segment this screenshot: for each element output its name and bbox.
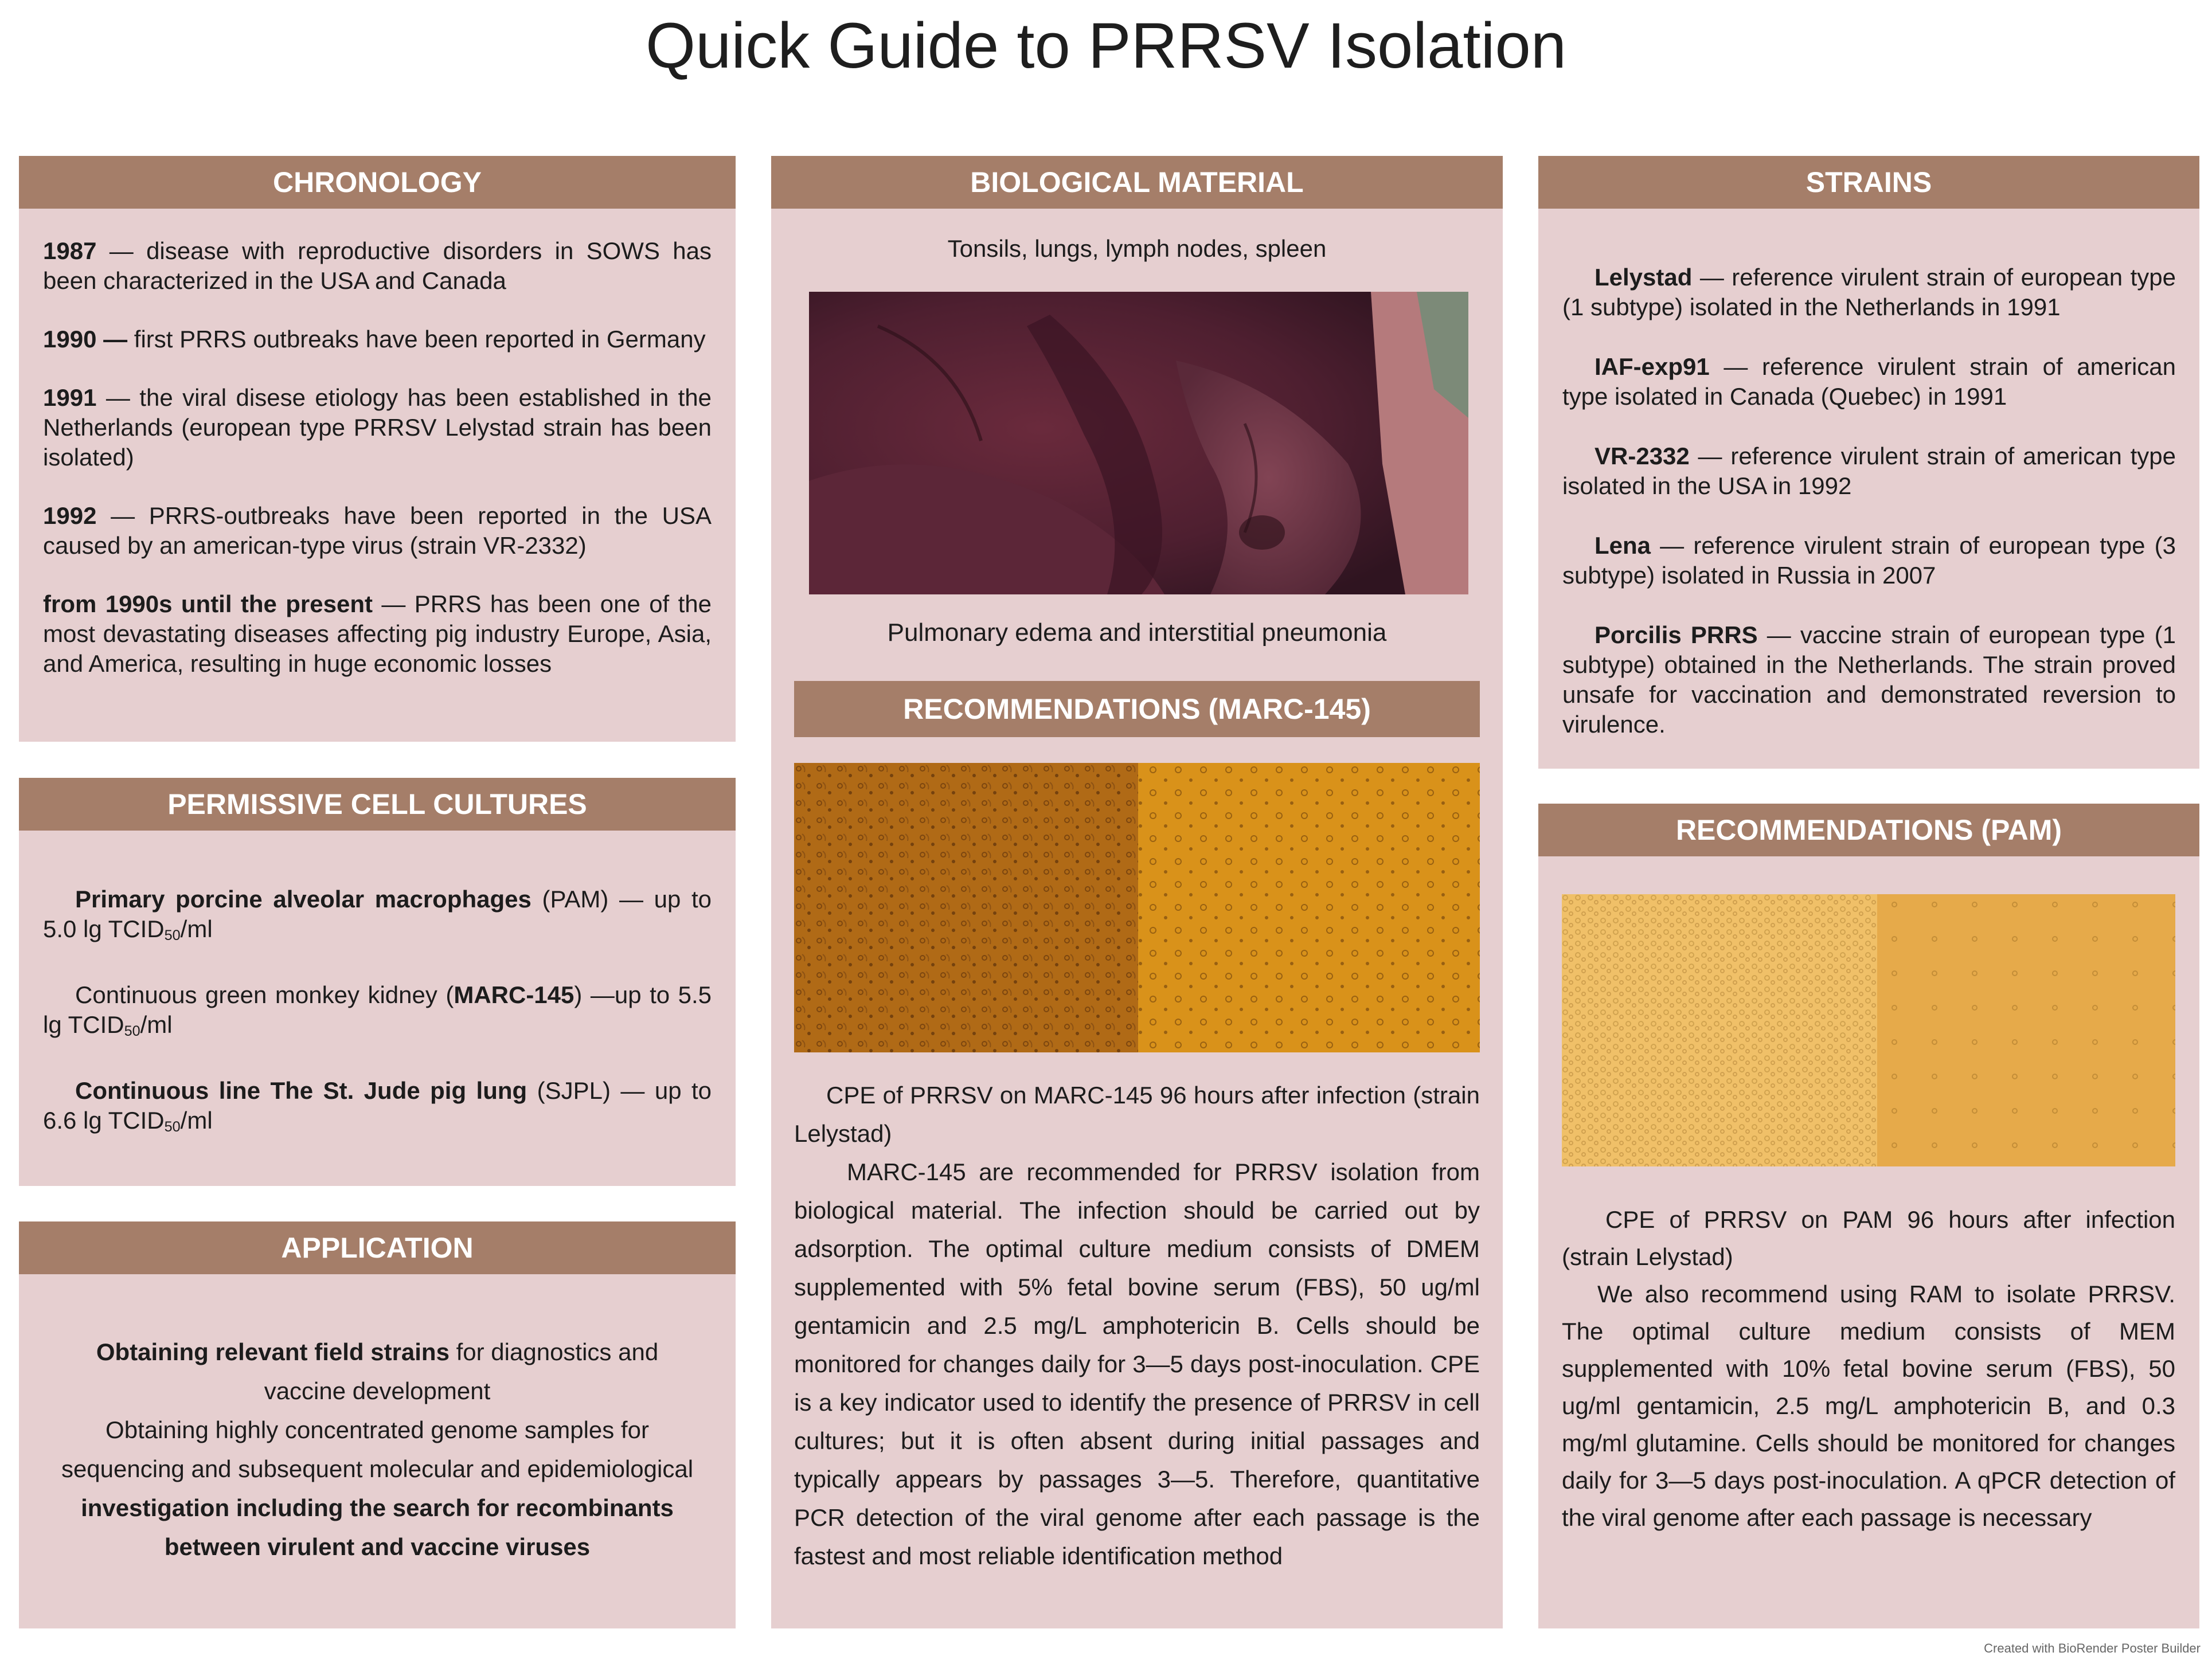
strain-item (1562, 441, 2176, 501)
strain-item (1562, 352, 2176, 412)
strains-panel (1538, 156, 2199, 769)
strain-item (1562, 620, 2176, 739)
chronology-panel (19, 156, 736, 742)
chronology-item (43, 383, 712, 472)
chronology-year: 1992 (43, 502, 97, 529)
biological-material-panel (771, 156, 1503, 1628)
cell-titer: (SJPL) — up to 6.6 lg TCID (43, 1077, 712, 1134)
cell-unit: /ml (140, 1011, 173, 1039)
chronology-year: 1991 (43, 384, 97, 411)
pam-caption: CPE of PRRSV on PAM 96 hours after infection (strain Lelystad) (1562, 1206, 2175, 1270)
strain-text: — reference virulent strain of american type isolated in Canada (Quebec) in 1991 (1562, 353, 2176, 410)
strain-text: — vaccine strain of european type (1 subtype) obtained in the Netherlands. The strain proved unsafe for vaccination and demonstrated reversion to virulence. (1562, 621, 2176, 738)
separator: — (373, 590, 415, 617)
application-item (59, 1333, 695, 1411)
strain-name: IAF-exp91 (1594, 353, 1710, 380)
marc-caption: CPE of PRRSV on MARC-145 96 hours after infection (strain Lelystad) (794, 1082, 1480, 1147)
marc-cpe-photo (794, 763, 1480, 1052)
lung-image (809, 292, 1468, 594)
chronology-text: PRRS has been one of the most devastating diseases affecting pig industry Europe, Asia, and America, resulting in huge economic losses (43, 590, 712, 677)
chronology-text: disease with reproductive disorders in SOWS has been characterized in the USA and Canada (43, 237, 712, 294)
cell-unit: /ml (180, 915, 213, 942)
cell-cultures-panel (19, 778, 736, 1186)
marc-header: RECOMMENDATIONS (MARC-145) (794, 681, 1480, 737)
pam-header: RECOMMENDATIONS (PAM) (1538, 804, 2199, 856)
application-rest: for diagnostics and vaccine development (264, 1338, 659, 1404)
chronology-item (43, 236, 712, 296)
chronology-item (43, 589, 712, 679)
application-item (59, 1411, 695, 1567)
application-plain: Obtaining highly concentrated genome samples for sequencing and subsequent molecular and epidemiological (61, 1416, 694, 1482)
strain-name: Lelystad (1594, 264, 1693, 291)
marc-cell-image (794, 763, 1480, 1052)
application-text (59, 1333, 695, 1567)
cell-culture-item (43, 884, 712, 950)
cell-titer: (PAM) — up to 5.0 lg TCID (43, 886, 712, 942)
application-bold: investigation including the search for recombinants between virulent and vaccine viruses (81, 1494, 674, 1560)
strain-text: — reference virulent strain of american type isolated in the USA in 1992 (1562, 443, 2176, 499)
application-panel (19, 1221, 736, 1628)
footer-credit: Created with BioRender Poster Builder (1984, 1641, 2201, 1655)
chronology-list (43, 236, 712, 679)
subscript: 50 (124, 1023, 140, 1040)
separator: — (96, 326, 134, 353)
cell-culture-item (43, 980, 712, 1046)
cell-name: Continuous line The St. Jude pig lung (75, 1077, 527, 1105)
cell-culture-item (43, 1076, 712, 1142)
application-header: APPLICATION (19, 1221, 736, 1274)
pam-cpe-photo (1562, 894, 2175, 1166)
chronology-year: from 1990s until the present (43, 590, 373, 617)
chronology-text: the viral disese etiology has been established in the Netherlands (european type PRRSV Lelystad strain has been isolated) (43, 384, 712, 471)
chronology-item (43, 324, 712, 354)
strain-item (1562, 263, 2176, 322)
separator: — (96, 237, 147, 264)
chronology-text: first PRRS outbreaks have been reported in Germany (134, 326, 706, 353)
chronology-header: CHRONOLOGY (19, 156, 736, 209)
chronology-text: PRRS-outbreaks have been reported in the USA caused by an american-type virus (strain VR-2332) (43, 502, 712, 559)
lung-photo (809, 292, 1468, 594)
strain-text: — reference virulent strain of european type (3 subtype) isolated in Russia in 2007 (1562, 532, 2176, 589)
strains-list (1562, 263, 2176, 739)
strain-name: Lena (1594, 532, 1651, 559)
bio-caption: Pulmonary edema and interstitial pneumonia (887, 618, 1387, 647)
pam-panel (1538, 804, 2199, 1628)
cell-pre: Continuous green monkey kidney ( (75, 981, 454, 1009)
separator: — (96, 384, 140, 411)
pam-text: We also recommend using RAM to isolate PRRSV. The optimal culture medium consists of MEM supplemented with 10% fetal bovine serum (FBS), 50 ug/ml gentamicin, 2.5 mg/L amphotericin B, and 0.3 mg/ml glutamine. Cells should be monitored for changes daily for 3—5 days post-inoculation. A qPCR detection of the viral genome after each passage is necessary (1562, 1281, 2175, 1531)
marc-text: MARC-145 are recommended for PRRSV isolation from biological material. The infection should be carried out by adsorption. The optimal culture medium consists of DMEM supplemented with 5% fetal bovine serum (FBS), 50 ug/ml gentamicin and 2.5 mg/L amphotericin B. Cells should be monitored for changes daily for 3—5 days post-inoculation. CPE is a key indicator used to identify the presence of PRRSV in cell cultures; but it is often absent during initial passages and typically appears by passages 3—5. Therefore, quantitative PCR detection of the viral genome after each passage is the fastest and most reliable identification method (794, 1158, 1480, 1569)
cell-titer: ) —up to 5.5 lg TCID (43, 981, 712, 1039)
biological-material-header: BIOLOGICAL MATERIAL (771, 156, 1503, 209)
chronology-item (43, 501, 712, 561)
strains-header: STRAINS (1538, 156, 2199, 209)
poster-title: Quick Guide to PRRSV Isolation (645, 10, 1567, 81)
cell-name: Primary porcine alveolar macrophages (75, 886, 531, 913)
separator: — (96, 502, 149, 529)
bio-intro: Tonsils, lungs, lymph nodes, spleen (947, 235, 1327, 262)
strain-name: Porcilis PRRS (1594, 621, 1758, 648)
chronology-year: 1990 (43, 326, 97, 353)
cell-cultures-header: PERMISSIVE CELL CULTURES (19, 778, 736, 831)
chronology-year: 1987 (43, 237, 97, 264)
application-bold: Obtaining relevant field strains (96, 1338, 450, 1365)
strain-text: — reference virulent strain of european type (1 subtype) isolated in the Netherlands in 1991 (1562, 264, 2176, 320)
subscript: 50 (164, 927, 181, 944)
subscript: 50 (164, 1119, 181, 1136)
cell-cultures-list (43, 884, 712, 1142)
pam-cell-image (1562, 894, 2175, 1166)
cell-name: MARC-145 (454, 981, 575, 1009)
strain-name: VR-2332 (1594, 443, 1690, 469)
cell-unit: /ml (180, 1107, 213, 1134)
strain-item (1562, 531, 2176, 590)
